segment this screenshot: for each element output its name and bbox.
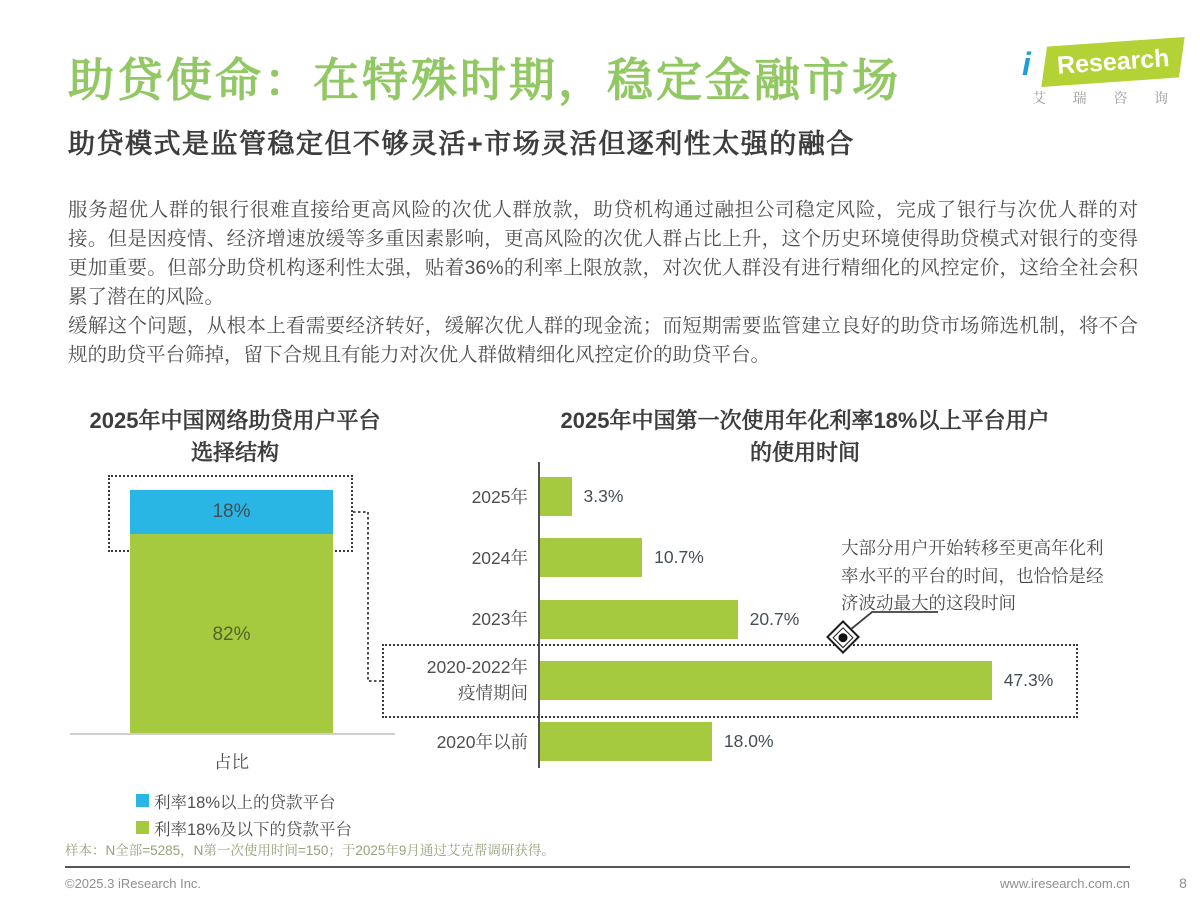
legend-swatch-blue [136,794,149,807]
logo-chinese-char: 咨 [1113,90,1128,106]
value-label: 10.7% [654,547,704,568]
logo-wordmark: Research [1055,43,1171,80]
value-label: 47.3% [1003,669,1054,690]
category-label [368,600,528,639]
footer-copyright: ©2025.3 iResearch Inc. [65,876,202,891]
page-number: 8 [1179,875,1187,891]
sample-footnote: 样本：N全部=5285，N第一次使用时间=150；于2025年9月通过艾克帮调研获得。 [65,843,555,858]
left-chart-xlabel: 占比 [214,752,249,772]
value-label: 20.7% [749,608,800,629]
category-label-line: 2023年 [471,609,528,630]
value-label: 18.0% [723,731,774,752]
bar [540,600,738,639]
diamond-marker-inner [832,626,853,647]
category-label-line: 2020-2022年 [426,657,528,678]
legend-swatch-green [136,821,149,834]
footer-website[interactable]: www.iresearch.com.cn [999,876,1130,891]
right-chart-title-line1: 2025年中国第一次使用年化利率18%以上平台用户 [560,408,1050,433]
right-chart-title [455,405,1155,469]
annotation-text [841,535,1104,618]
bar [540,477,572,516]
body-paragraph-1: 服务超优人群的银行很难直接给更高风险的次优人群放款，助贷机构通过融担公司稳定风险，完成了银行与次优人群的对接。但是因疫情、经济增速放缓等多重因素影响，更高风险的次优人群占比上升，这个历史环境使得助贷模式对银行的变得更加重要。但部分助贷机构逐利性太强，贴着36%的利率上限放款，对次优人群没有进行精细化的风控定价，这给全社会积累了潜在的风险。 [68,199,1138,308]
left-chart-baseline [70,733,395,735]
category-label-line: 疫情期间 [458,683,528,704]
category-label-line: 2020年以前 [436,731,528,752]
segment-82pct-label: 82% [212,623,251,645]
stack-segment-1 [130,534,333,735]
logo-chinese-char: 询 [1153,90,1168,106]
left-chart-title-line1: 2025年中国网络助贷用户平台 [89,408,381,433]
slide-subtitle: 助贷模式是监管稳定但不够灵活+市场灵活但逐利性太强的融合 [68,129,855,159]
category-label-line: 2025年 [471,486,528,507]
iresearch-logo [1022,36,1190,106]
category-label [368,538,528,577]
annotation-line: 大部分用户开始转移至更高年化利 [841,538,1104,558]
logo-i-glyph: i [1022,46,1031,82]
body-paragraph-2: 缓解这个问题，从根本上看需要经济转好，缓解次优人群的现金流；而短期需要监管建立良好的助贷市场筛选机制，将不合规的助贷平台筛掉，留下合规且有能力对次优人群做精细化风控定价的助贷平台。 [68,315,1138,366]
legend-item-above-18 [136,787,352,814]
diamond-marker-dot [837,631,850,644]
segment-18pct-label: 18% [212,501,251,523]
category-label-line: 2024年 [471,547,528,568]
legend-label-below-18: 利率18%及以下的贷款平台 [154,820,353,839]
logo-chinese-name [1032,88,1168,108]
bar [540,722,712,761]
legend [136,787,352,841]
right-highlight-dashed-box [382,644,1078,718]
logo-chinese-char: 瑞 [1072,90,1087,106]
category-label [368,722,528,761]
bar [540,538,642,577]
legend-item-below-18 [136,814,352,841]
logo-green-parallelogram [1041,37,1184,87]
page-title: 助贷使命：在特殊时期，稳定金融市场 [68,54,901,106]
left-chart-title [55,405,415,469]
legend-label-above-18: 利率18%以上的贷款平台 [154,793,336,812]
annotation-line: 率水平的平台的时间，也恰恰是经 [841,565,1104,586]
footer-divider [65,866,1130,868]
logo-chinese-char: 艾 [1032,90,1046,106]
value-label: 3.3% [583,486,624,506]
category-label [368,477,528,516]
annotation-line: 济波动最大的这段时间 [841,593,1016,613]
stack-segment-0 [130,490,333,534]
left-chart-title-line2: 选择结构 [190,440,279,465]
right-chart-title-line2: 的使用时间 [749,440,860,465]
